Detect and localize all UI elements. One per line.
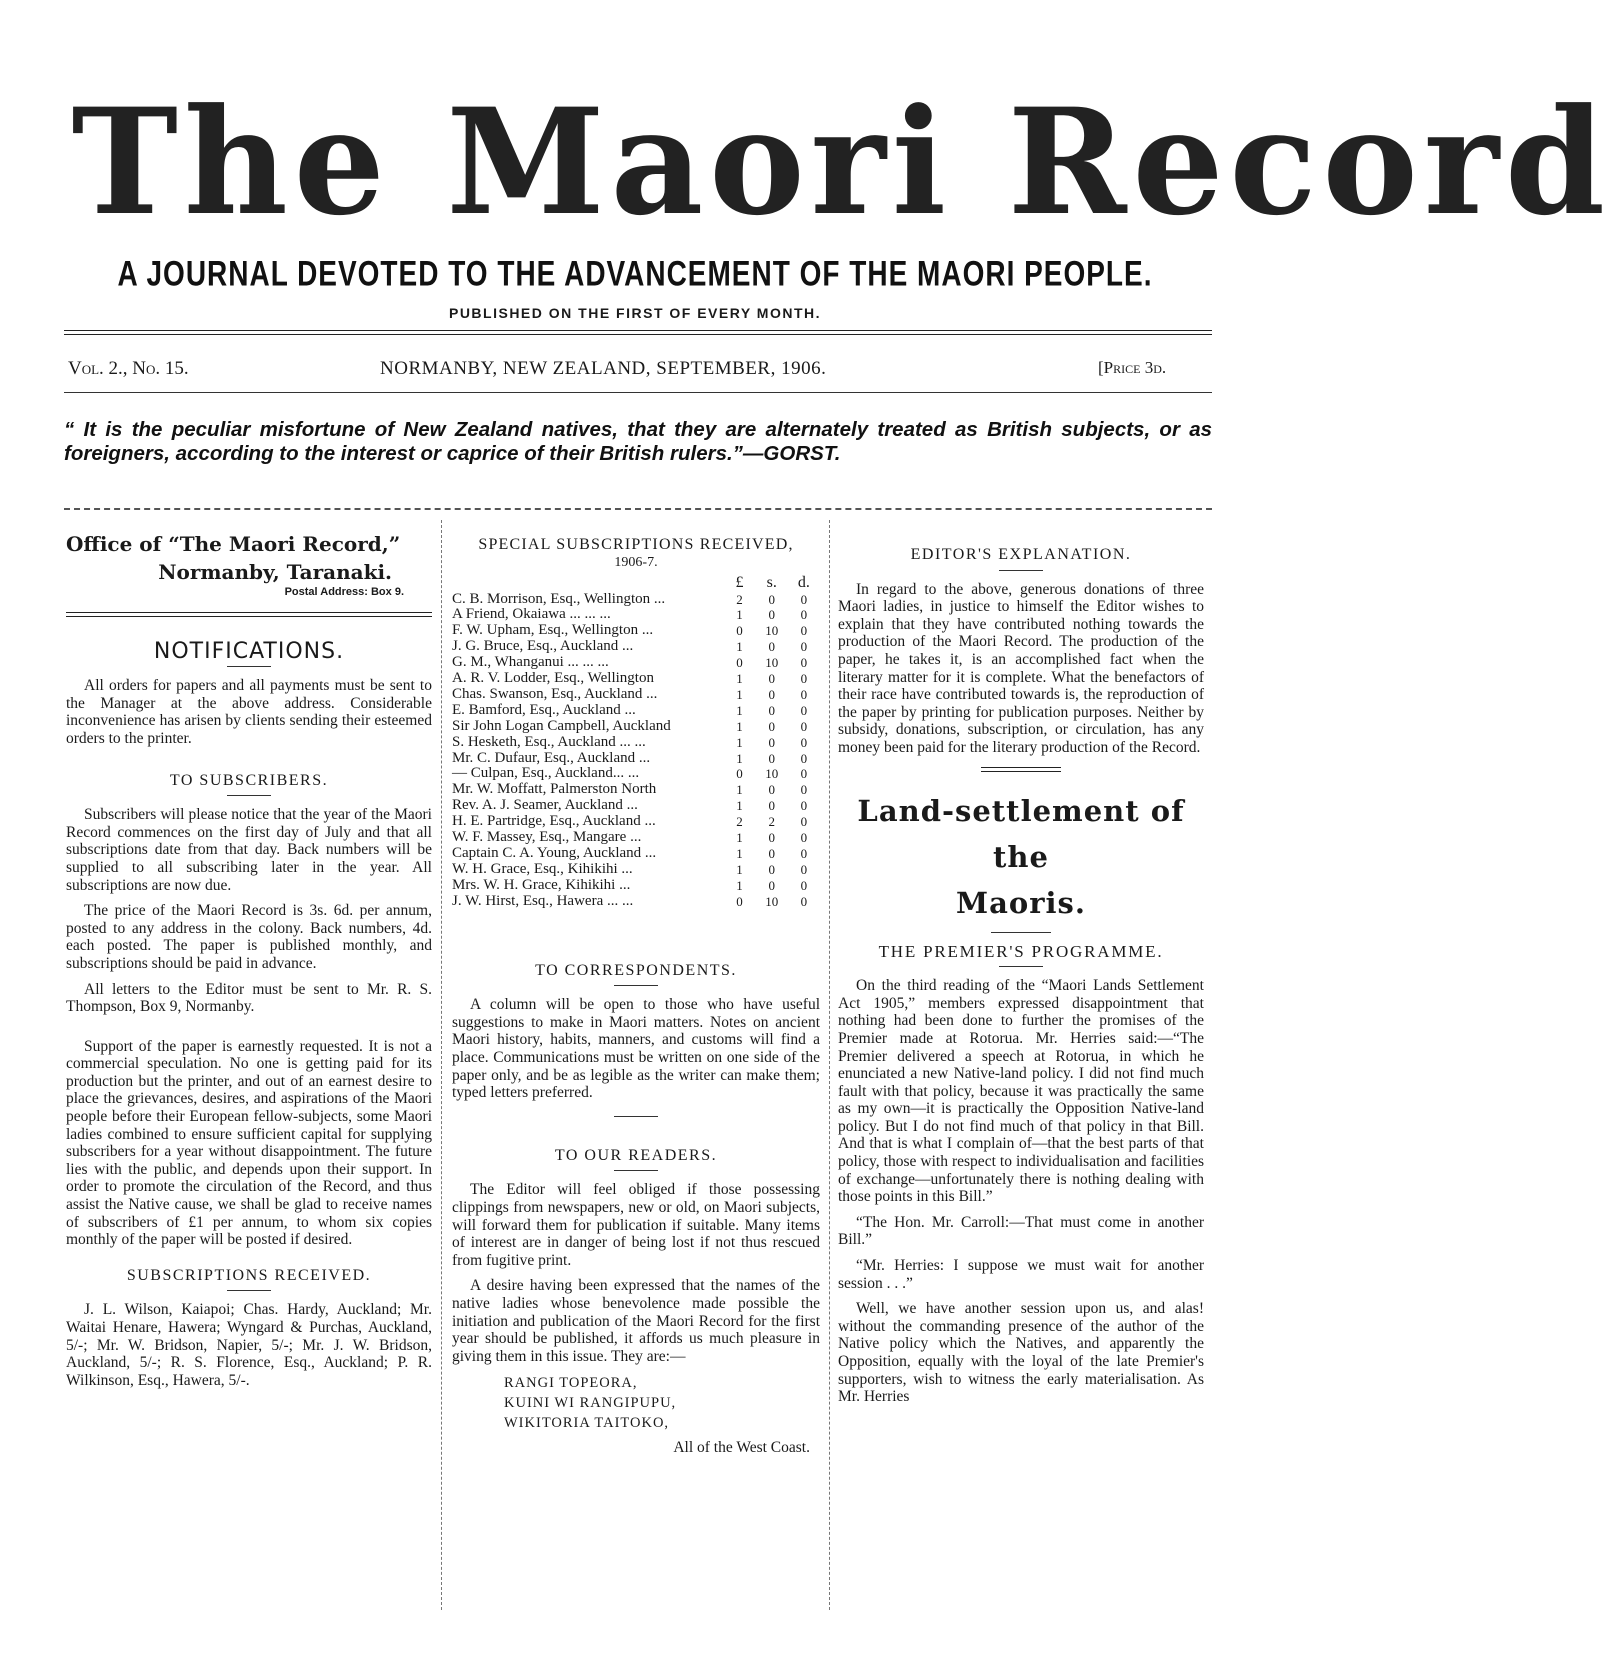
short-rule	[227, 795, 271, 796]
shillings-header: s.	[766, 573, 777, 591]
subscription-row	[452, 862, 820, 878]
land-heading-line: Maoris.	[956, 885, 1086, 920]
subscriber-name: E. Bamford, Esq., Auckland ...	[452, 701, 636, 718]
masthead-title: The Maori Record	[71, 77, 1611, 248]
pence-value: 0	[800, 702, 808, 718]
pence-value: 0	[800, 623, 808, 639]
premier-paragraph: On the third reading of the “Maori Lands Settlement Act 1905,” members expressed disappointment that nothing had been done to further the promises of the Premier made at Rotorua. Mr. Herries said:—“The Premier delivered a speech at Rotorua, in which he enunciated a new Native-land policy. I did not find much fault with that policy, because it was practically the same as my own—it is practically the Opposition Native-land policy. But I do not find much of that policy in that Bill. And that is what I complain of—that the best parts of that policy, those with respect to individualisation and facilities of exchange—unfortunately there is nothing dealing with those points in this Bill.”	[838, 977, 1204, 1206]
pence-value: 0	[800, 766, 808, 782]
section-rule	[981, 767, 1061, 772]
header-rule-top	[64, 330, 1212, 335]
editor-explanation-text: In regard to the above, generous donations of three Maori ladies, in justice to himself the Editor wishes to explain that they have contributed nothing towards the production of the Maori Record. The production of the paper, he takes it, is an accomplished fact when the literary matter for it is complete. What the benefactors of their race have contributed towards is, the reproduction of the paper by printing for publication purposes. Neither by subsidy, donations, subscription, or circulation, has any money been paid for the literary production of the Record.	[838, 580, 1204, 756]
short-rule	[991, 932, 1051, 933]
subscription-row	[452, 846, 820, 862]
postal-address: Postal Address: Box 9.	[284, 586, 404, 598]
pence-value: 0	[800, 734, 808, 750]
header-rule-bottom	[64, 392, 1212, 393]
subscriber-name: A. R. V. Lodder, Esq., Wellington	[452, 670, 654, 687]
shillings-value: 0	[768, 846, 775, 861]
office-line-1: Office of “The Maori Record,”	[66, 532, 401, 556]
pounds-value: 0	[736, 655, 743, 671]
subscription-row	[452, 703, 820, 719]
subscriber-name: Sir John Logan Campbell, Auckland	[452, 717, 671, 734]
readers-paragraph: A desire having been expressed that the names of the native ladies whose benevolence made possible the initiation and publication of the Maori Record for the first year should be published, it affords us much pleasure in giving them in this issue. They are:—	[452, 1277, 820, 1365]
subscription-row	[452, 751, 820, 767]
pence-value: 0	[800, 639, 808, 655]
shillings-value: 0	[768, 782, 775, 798]
subscriber-name: W. F. Massey, Esq., Mangare ...	[452, 829, 642, 846]
subscriber-name: A Friend, Okaiawa ... ... ...	[452, 606, 611, 623]
subscriber-name: — Culpan, Esq., Auckland... ...	[452, 765, 640, 782]
pounds-value: 1	[736, 877, 743, 893]
publication-frequency: PUBLISHED ON THE FIRST OF EVERY MONTH.	[448, 305, 822, 321]
column-right	[838, 540, 1204, 1414]
pence-value: 0	[800, 671, 808, 687]
premier-programme-heading: THE PREMIER'S PROGRAMME.	[878, 941, 1164, 961]
subscription-row	[452, 623, 820, 639]
correspondents-heading: TO CORRESPONDENTS.	[535, 961, 737, 979]
subscriber-name: S. Hesketh, Esq., Auckland ... ...	[452, 733, 646, 750]
correspondents-text: A column will be open to those who have useful suggestions to make in Maori matters. Notes on ancient Maori history, habits, manners, and customs will find a place. Communications must be written on one side of the paper only, and be as legible as the writer can make them; typed letters preferred.	[452, 996, 820, 1102]
shillings-value: 0	[768, 750, 775, 766]
shillings-value: 0	[768, 861, 775, 877]
shillings-value: 10	[765, 655, 779, 671]
short-rule	[614, 985, 658, 986]
pounds-value: 1	[736, 734, 743, 750]
subscriber-name: J. G. Bruce, Esq., Auckland ...	[452, 638, 634, 655]
subscription-row	[452, 671, 820, 687]
subscription-row	[452, 798, 820, 814]
subscriber-name: Mrs. W. H. Grace, Kihikihi ...	[452, 876, 631, 893]
subscriber-name: C. B. Morrison, Esq., Wellington ...	[452, 590, 666, 607]
subscription-row	[452, 592, 820, 608]
quote-rule	[64, 508, 1212, 510]
pounds-value: 1	[736, 718, 743, 734]
pence-value: 0	[800, 686, 808, 702]
shillings-value: 10	[765, 893, 779, 909]
subscription-row	[452, 830, 820, 846]
subscription-row	[452, 687, 820, 703]
pounds-value: 1	[736, 671, 743, 687]
short-rule	[999, 966, 1043, 967]
subscriber-name: Captain C. A. Young, Auckland ...	[452, 845, 657, 861]
subscribers-heading: TO SUBSCRIBERS.	[169, 771, 329, 789]
readers-paragraph: The Editor will feel obliged if those possessing clippings from newspapers, new or old, on Maori subjects, will forward them for publication if suitable. Many items of interest are in danger of being lost if not thus rescued from fugitive print.	[452, 1181, 820, 1269]
short-rule	[999, 570, 1043, 571]
subscription-row	[452, 735, 820, 751]
subscriber-name: F. W. Upham, Esq., Wellington ...	[452, 622, 654, 639]
pounds-value: 1	[736, 861, 743, 877]
premier-paragraph: Well, we have another session upon us, and alas! without the commanding presence of the author of the Native policy which the Natives, and apparently the Opposition, equally with the loyal of the late Premier's supporters, wish to witness the early materialisation. As Mr. Herries	[838, 1300, 1204, 1406]
pounds-value: 0	[736, 893, 743, 909]
pence-value: 0	[800, 750, 808, 766]
pence-value: 0	[800, 607, 808, 623]
short-rule	[614, 1116, 658, 1117]
subscriber-name: Chas. Swanson, Esq., Auckland ...	[452, 685, 658, 702]
premier-paragraph: “Mr. Herries: I suppose we must wait for another session . . .”	[838, 1257, 1204, 1292]
pence-value: 0	[800, 846, 808, 861]
pounds-value: 0	[736, 766, 743, 782]
subscriptions-received-text: J. L. Wilson, Kaiapoi; Chas. Hardy, Auckland; Mr. Waitai Henare, Hawera; Wyngard & Purchas, Auckland, 5/-; Mr. W. Bridson, Napier, 5/-; Mr. J. W. Bridson, Auckland, 5/-; R. S. Florence, Esq., Auckland; P. R. Wilkinson, Esq., Hawera, 5/-.	[66, 1301, 432, 1389]
subscribers-paragraph: The price of the Maori Record is 3s. 6d. per annum, posted to any address in the colony. Back numbers, 4d. each posted. The paper is published monthly, and subscriptions should be paid in advance.	[66, 902, 432, 972]
shillings-value: 0	[768, 877, 775, 893]
shillings-value: 10	[765, 623, 779, 639]
pence-value: 0	[800, 893, 808, 909]
pounds-value: 2	[736, 591, 743, 607]
subscriber-name: G. M., Whanganui ... ... ...	[452, 654, 609, 671]
pence-value: 0	[800, 861, 808, 877]
subscription-row	[452, 655, 820, 671]
pounds-value: 0	[736, 623, 743, 639]
subscribers-paragraph: Subscribers will please notice that the year of the Maori Record commences on the first day of July and that all subscriptions date from that day. Back numbers will be supplied to all subscribing later in the year. All subscriptions are now due.	[66, 806, 432, 894]
subscriber-name: H. E. Partridge, Esq., Auckland ...	[452, 813, 656, 830]
section-rule	[66, 612, 432, 617]
pounds-value: 1	[736, 702, 743, 718]
pence-value: 0	[800, 798, 808, 814]
pounds-value: 2	[736, 814, 743, 830]
lady-name: RANGI TOPEORA,	[504, 1375, 638, 1392]
volume-number: Vol. 2., No. 15.	[68, 358, 189, 379]
subscription-row	[452, 607, 820, 623]
short-rule	[614, 1170, 658, 1171]
shillings-value: 0	[768, 671, 775, 687]
pounds-header: £	[735, 573, 744, 591]
subscription-row	[452, 639, 820, 655]
subscriber-name: J. W. Hirst, Esq., Hawera ... ...	[452, 892, 634, 909]
column-separator	[829, 520, 830, 1610]
west-coast-note: All of the West Coast.	[673, 1439, 810, 1457]
subscription-row	[452, 878, 820, 894]
pounds-value: 1	[736, 798, 743, 814]
column-left	[66, 530, 432, 1397]
shillings-value: 0	[768, 702, 775, 718]
price: [Price 3d.	[1098, 358, 1167, 377]
land-settlement-heading	[838, 788, 1204, 926]
editor-explanation-heading: EDITOR'S EXPLANATION.	[910, 546, 1132, 563]
subscriber-name: Mr. W. Moffatt, Palmerston North	[452, 781, 657, 798]
subscribers-paragraph: All letters to the Editor must be sent to Mr. R. S. Thompson, Box 9, Normanby.	[66, 980, 432, 1016]
pence-value: 0	[800, 814, 808, 830]
subscription-row	[452, 782, 820, 798]
pence-value: 0	[800, 877, 808, 893]
shillings-value: 0	[768, 591, 775, 607]
shillings-value: 0	[768, 718, 775, 734]
column-middle	[452, 535, 820, 1457]
place-date: NORMANBY, NEW ZEALAND, SEPTEMBER, 1906.	[380, 358, 827, 379]
subscriptions-table	[452, 574, 820, 910]
pence-header: d.	[797, 573, 810, 591]
short-rule	[227, 1290, 271, 1291]
masthead-subtitle: A JOURNAL DEVOTED TO THE ADVANCEMENT OF THE MAORI PEOPLE.	[117, 254, 1153, 293]
notifications-heading: NOTIFICATIONS.	[153, 638, 345, 664]
subscription-row	[452, 894, 820, 910]
pounds-value: 1	[736, 846, 743, 861]
special-subscriptions-heading: SPECIAL SUBSCRIPTIONS RECEIVED,	[478, 536, 794, 553]
shillings-value: 0	[768, 830, 775, 846]
subscriptions-received-heading: SUBSCRIPTIONS RECEIVED.	[126, 1266, 372, 1284]
pounds-value: 1	[736, 639, 743, 655]
shillings-value: 2	[768, 814, 775, 830]
subscriber-name: Mr. C. Dufaur, Esq., Auckland ...	[452, 749, 651, 766]
pence-value: 0	[800, 718, 808, 734]
column-separator	[441, 520, 442, 1610]
subscriber-name: W. H. Grace, Esq., Kihikihi ...	[452, 860, 633, 877]
support-paragraph: Support of the paper is earnestly requested. It is not a commercial speculation. No one is getting paid for its production but the printer, and out of an earnest desire to place the grievances, desires, and aspirations of the Maori people before their European fellow-subjects, some Maori ladies combined to ensure sufficient capital for supplying subscribers for a year without disappointment. The future lies with the public, and depends upon their support. In order to promote the circulation of the Record, and thus assist the Native cause, we shall be glad to receive names of subscribers of £1 per annum, to whom six copies monthly of the paper will be posted if desired.	[66, 1037, 432, 1249]
pounds-value: 1	[736, 830, 743, 846]
readers-heading: TO OUR READERS.	[554, 1146, 718, 1164]
short-rule	[227, 666, 271, 667]
pounds-value: 1	[736, 686, 743, 702]
land-heading-line: Land-settlement of the	[857, 793, 1185, 874]
shillings-value: 0	[768, 798, 775, 814]
pounds-value: 1	[736, 782, 743, 798]
subscription-row	[452, 814, 820, 830]
notifications-text: All orders for papers and all payments must be sent to the Manager at the above address. Considerable inconvenience has arisen by clients sending their esteemed orders to the printer.	[66, 677, 432, 747]
pence-value: 0	[800, 655, 808, 671]
subscription-row	[452, 766, 820, 782]
office-line-2: Normanby, Taranaki.	[158, 560, 392, 584]
shillings-value: 0	[768, 686, 775, 702]
pence-value: 0	[800, 782, 808, 798]
shillings-value: 0	[768, 639, 775, 655]
subscription-row	[452, 719, 820, 735]
premier-paragraph: “The Hon. Mr. Carroll:—That must come in another Bill.”	[838, 1213, 1204, 1249]
pence-value: 0	[800, 591, 808, 607]
shillings-value: 0	[768, 607, 775, 623]
shillings-value: 0	[768, 734, 775, 750]
shillings-value: 10	[765, 766, 779, 782]
lady-name: WIKITORIA TAITOKO,	[504, 1415, 670, 1432]
lady-name: KUINI WI RANGIPUPU,	[504, 1395, 677, 1412]
pounds-value: 1	[736, 750, 743, 766]
epigraph-quote: “ It is the peculiar misfortune of New Zealand natives, that they are alternately treated as British subjects, or as foreigners, according to the interest or caprice of their British rulers.”—GORST.	[64, 418, 1212, 465]
pounds-value: 1	[736, 607, 743, 623]
pence-value: 0	[800, 830, 808, 846]
special-subscriptions-year: 1906-7.	[614, 555, 658, 570]
subscriber-name: Rev. A. J. Seamer, Auckland ...	[452, 797, 638, 814]
